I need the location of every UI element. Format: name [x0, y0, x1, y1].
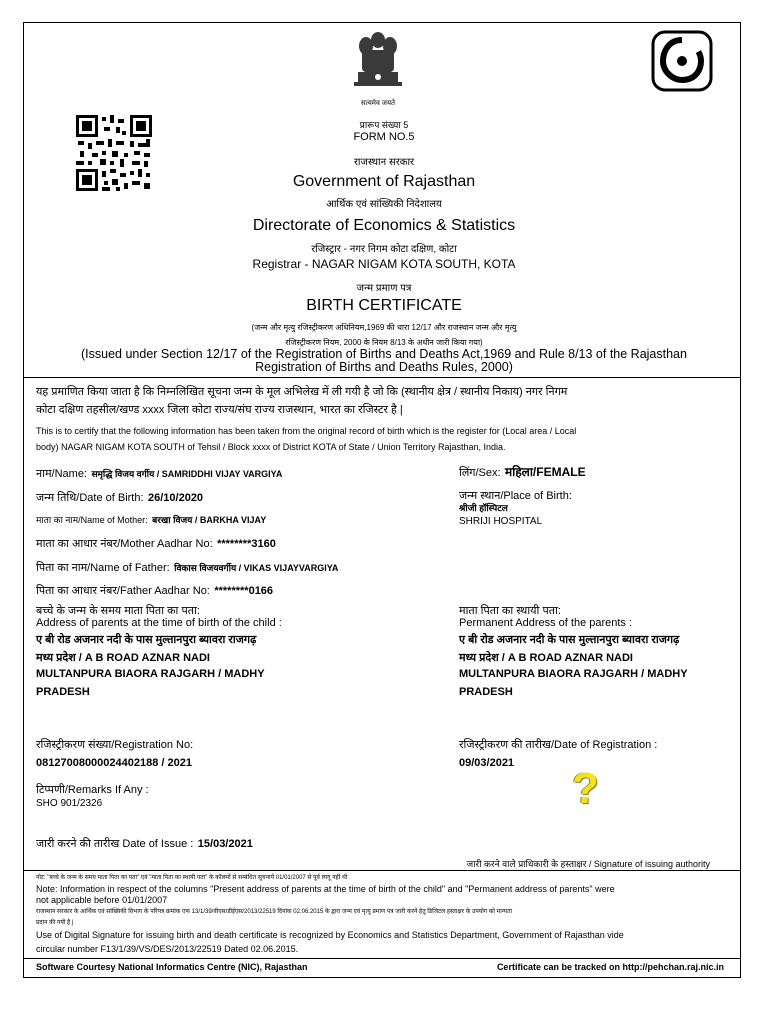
act-reference-hindi-2: रजिस्ट्रीकरण नियम, 2000 के नियम 8/13 के अधीन जारी किया गया) — [285, 338, 483, 347]
ashoka-emblem-icon — [350, 28, 406, 98]
permanent-address-label-hindi: माता पिता का स्थायी पता: — [459, 605, 561, 617]
certificate-title-hindi: जन्म प्रमाण पत्र — [356, 283, 412, 294]
act-reference-english-1: (Issued under Section 12/17 of the Registration of Births and Deaths Act,1969 and Rule 8/13 of the Rajasthan — [81, 347, 687, 361]
bottom-divider — [23, 958, 741, 959]
dob-label: जन्म तिथि/Date of Birth: — [36, 492, 144, 504]
child-name-field — [36, 464, 282, 482]
birth-address-label: Address of parents at the time of birth of the child : — [36, 617, 282, 629]
pehchan-logo-icon — [651, 30, 713, 92]
father-name-field — [36, 558, 338, 576]
issue-date-field — [36, 834, 253, 852]
registration-date-label: रजिस्ट्रीकरण की तारीख/Date of Registration : — [459, 739, 658, 751]
mother-name-value: बरखा विजय / BARKHA VIJAY — [152, 515, 267, 525]
act-reference-hindi-1: (जन्म और मृत्यु रजिस्ट्रीकरण अधिनियम,1969 की धारा 12/17 और राजस्थान जन्म और मृत्यु — [251, 323, 517, 332]
permanent-address-line-1: ए बी रोड अजनार नदी के पास मुल्तानपुरा ब्यावरा राजगढ़ — [459, 634, 680, 646]
pob-label: जन्म स्थान/Place of Birth: — [459, 490, 572, 502]
certify-english-line-2: body) NAGAR NIGAM KOTA SOUTH of Tehsil / Block xxxx of District KOTA of State / Union Territory Rajasthan, India. — [36, 442, 506, 452]
department-hindi: आर्थिक एवं सांख्यिकी निदेशालय — [326, 199, 442, 210]
mother-aadhar-value: ********3160 — [217, 538, 276, 550]
child-name-value: समृद्धि विजय वर्गीय / SAMRIDDHI VIJAY VARGIYA — [91, 469, 283, 479]
note-hindi: नोट: "बच्चे के जन्म के समय माता पिता का पता" एवं "माता पिता का स्थायी पता" के कॉलमों से सम्बंधित सूचनायें 01/01/2007 से पूर्व लागू नहीं थी — [36, 875, 348, 881]
footer-divider — [23, 870, 741, 871]
state-name-hindi: राजस्थान सरकार — [353, 157, 415, 168]
birth-address-line-2: मध्य प्रदेश / A B ROAD AZNAR NADI — [36, 652, 210, 664]
issue-date-label: जारी करने की तारीख Date of Issue : — [36, 838, 194, 850]
mother-aadhar-label: माता का आधार नंबर/Mother Aadhar No: — [36, 538, 213, 550]
child-name-label: नाम/Name: — [36, 468, 87, 480]
registrar-hindi: रजिस्ट्रार - नगर निगम कोटा दक्षिण, कोटा — [311, 244, 457, 255]
remarks-value: SHO 901/2326 — [36, 798, 103, 809]
birth-address-line-1: ए बी रोड अजनार नदी के पास मुल्तानपुरा ब्यावरा राजगढ़ — [36, 634, 257, 646]
father-name-value: विकास विजयवर्गीय / VIKAS VIJAYVARGIYA — [174, 563, 339, 573]
father-aadhar-field — [36, 581, 273, 599]
certify-hindi-line-2: कोटा दक्षिण तहसील/खण्ड xxxx जिला कोटा राज्य/संघ राज्य राजस्थान, भारत का रजिस्टर है | — [36, 404, 403, 416]
permanent-address-line-2: मध्य प्रदेश / A B ROAD AZNAR NADI — [459, 652, 633, 664]
remarks-label: टिप्पणी/Remarks If Any : — [36, 784, 149, 796]
certify-english-line-1: This is to certify that the following information has been taken from the original record of birth which is the register for (Local area / Local — [36, 426, 577, 436]
issue-date-value: 15/03/2021 — [197, 838, 253, 850]
father-name-label: पिता का नाम/Name of Father: — [36, 562, 170, 574]
act-reference-english-2: Registration of Births and Deaths Rules, 2000) — [255, 360, 513, 374]
software-courtesy: Software Courtesy National Informatics Centre (NIC), Rajasthan — [36, 962, 308, 972]
tracking-url: Certificate can be tracked on http://pehchan.raj.nic.in — [496, 962, 724, 972]
pob-value: SHRIJI HOSPITAL — [459, 516, 543, 527]
mother-name-field — [36, 510, 266, 528]
form-number: FORM NO.5 — [353, 131, 415, 143]
header-divider — [23, 377, 741, 378]
signature-label: जारी करने वाले प्राधिकारी के हस्ताक्षर / Signature of issuing authority — [466, 859, 710, 869]
registration-date-value: 09/03/2021 — [459, 757, 515, 769]
permanent-address-line-3: MULTANPURA BIAORA RAJGARH / MADHY — [459, 668, 688, 680]
note-english-line-2: not applicable before 01/01/2007 — [36, 895, 168, 905]
pob-value-hindi: श्रीजी हॉस्पिटल — [459, 503, 508, 513]
father-aadhar-value: ********0166 — [214, 585, 274, 597]
father-aadhar-label: पिता का आधार नंबर/Father Aadhar No: — [36, 585, 210, 597]
question-mark-stamp: ? — [572, 764, 599, 813]
registration-number-value: 08127008000024402188 / 2021 — [36, 757, 192, 769]
mother-name-label: माता का नाम/Name of Mother: — [36, 515, 148, 525]
registrar-english: Registrar - NAGAR NIGAM KOTA SOUTH, KOTA — [252, 257, 516, 271]
digital-signature-english-1: Use of Digital Signature for issuing birth and death certificate is recognized by Economics and Statistics Department, Government of Rajasthan vide — [36, 930, 624, 940]
birth-address-line-3: MULTANPURA BIAORA RAJGARH / MADHY — [36, 668, 265, 680]
digital-signature-hindi-2: प्रदान की गयी है | — [36, 920, 74, 926]
birth-address-line-4: PRADESH — [36, 686, 90, 698]
permanent-address-label: Permanent Address of the parents : — [459, 617, 633, 629]
mother-aadhar-field — [36, 534, 276, 552]
form-number-hindi: प्रारूप संख्या 5 — [359, 120, 409, 130]
sex-value: महिला/FEMALE — [505, 465, 586, 479]
digital-signature-hindi-1: राजस्थान सरकार के आर्थिक एवं सांख्यिकी विभाग के परिपत्र क्रमांक एफ 13/1/39/वीएस/डीईएस/2013/22519 दिनांक 02.06.2015 के द्वारा जन्म एवं मृत्यु प्रमाण पत्र जारी करने हेतु डिजिटल हस्ताक्षर के उपयोग को मान्यता — [36, 909, 512, 915]
sex-field — [459, 463, 586, 481]
dob-field — [36, 488, 203, 506]
registration-number-label: रजिस्ट्रीकरण संख्या/Registration No: — [36, 739, 194, 751]
government-title: Government of Rajasthan — [292, 173, 476, 190]
certify-hindi-line-1: यह प्रमाणित किया जाता है कि निम्नलिखित सूचना जन्म के मूल अभिलेख में ली गयी है जो कि (स्थानीय क्षेत्र / स्थानीय निकाय) नगर निगम — [36, 386, 568, 398]
emblem-motto: सत्यमेव जयते — [360, 100, 396, 107]
certificate-title: BIRTH CERTIFICATE — [306, 297, 462, 314]
dob-value: 26/10/2020 — [148, 492, 204, 504]
department-title: Directorate of Economics & Statistics — [252, 217, 516, 234]
sex-label: लिंग/Sex: — [459, 467, 501, 479]
digital-signature-english-2: circular number F13/1/39/VS/DES/2013/22519 Dated 02.06.2015. — [36, 944, 299, 954]
note-english-line-1: Note: Information in respect of the columns "Present address of parents at the time of birth of the child" and "Permanent address of parents" were — [36, 884, 615, 894]
birth-address-label-hindi: बच्चे के जन्म के समय माता पिता का पता: — [36, 605, 200, 617]
permanent-address-line-4: PRADESH — [459, 686, 513, 698]
